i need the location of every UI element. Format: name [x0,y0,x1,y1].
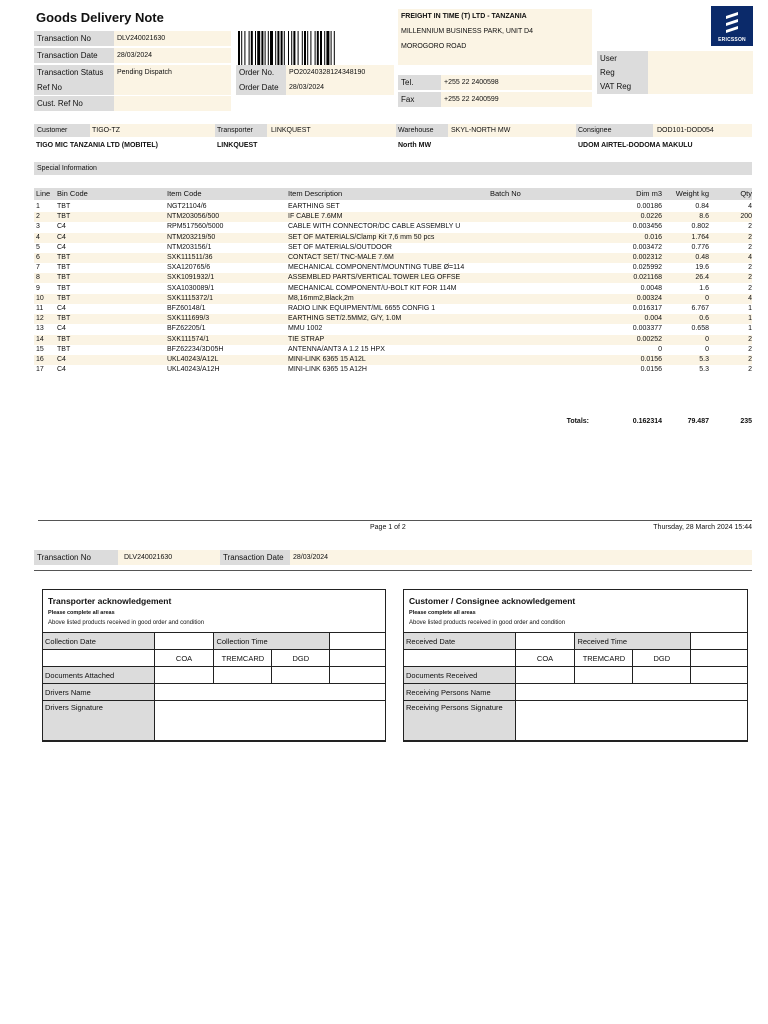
page-title: Goods Delivery Note [36,10,164,25]
table-row [34,273,752,283]
cell-bin: TBT [57,254,71,261]
drivers-name-field[interactable] [154,684,385,701]
customer-ack-grid [403,632,748,741]
cell-item: SXA120765/6 [167,264,211,272]
col-header-description: Item Description [288,189,343,198]
cell-bin: TBT [57,264,71,272]
special-information: Special Information [34,162,752,175]
panel-instruction: Please complete all areas [409,610,476,616]
cell-item: BFZ60148/1 [167,305,206,312]
cell-dim: 0.00252 [636,335,662,343]
field-value [114,80,231,95]
cell-item: SXK111511/36 [167,254,213,261]
cell-weight: 0.6 [699,315,709,323]
cell-bin: TBT [57,203,71,210]
cell-dim: 0.0156 [640,356,662,363]
cell-dim: 0.016317 [632,305,662,312]
company-fax [398,92,592,107]
panel-note: Above listed products received in good order and condition [48,620,205,626]
panel-title: Customer / Consignee acknowledgement [409,596,576,606]
field-label: Fax [398,92,441,107]
docs-other-field[interactable] [330,667,386,684]
logo-wordmark: ERICSSON [718,37,746,43]
documents-attached-label: Documents Attached [43,667,155,684]
cell-dim: 0.016 [644,233,662,241]
cell-item: UKL40243/A12L [167,356,219,363]
field-vat-reg [597,79,753,94]
cell-item: RPM517560/5000 [167,223,224,231]
col-header-item-code: Item Code [167,189,202,198]
page2-divider [34,570,752,571]
cell-weight: 0.84 [695,203,709,210]
cell-line: 16 [36,356,44,363]
cell-item: SXK1115372/1 [167,294,214,302]
cell-item: SXK111699/3 [167,315,210,323]
blank-cell [43,650,155,667]
cell-qty: 200 [740,213,752,221]
field-value: +255 22 2400598 [441,75,592,90]
cell-dim: 0.002312 [632,254,662,261]
cell-line: 11 [36,305,44,312]
field-value: 28/03/2024 [114,48,231,63]
cell-item: NTM203219/50 [167,233,216,241]
table-row [34,314,752,324]
cell-bin: TBT [57,274,71,282]
cell-weight: 0.48 [695,254,709,261]
field-value: Pending Dispatch [114,65,231,80]
field-label: Reg [597,65,648,80]
cell-bin: C4 [57,366,66,374]
table-row [34,243,752,253]
field-label: User [597,51,648,66]
field-value: +255 22 2400599 [441,92,592,107]
cell-desc: IF CABLE 7.6MM [288,213,343,221]
cell-weight: 0.658 [691,325,709,333]
total-dim: 0.162314 [632,418,662,425]
docs-other-field[interactable] [691,667,748,684]
drivers-signature-label: Drivers Signature [43,701,155,741]
panel-title: Transporter acknowledgement [48,596,172,606]
coa-label: COA [154,650,214,667]
cell-qty: 2 [748,356,752,363]
cell-dim: 0.004 [644,315,662,323]
cell-qty: 4 [748,294,752,302]
tremcard-label: TREMCARD [214,650,272,667]
field-label: Cust. Ref No [34,96,114,111]
dgd-label: DGD [272,650,330,667]
table-row [34,294,752,304]
field-value [648,65,753,80]
field-order-date [236,80,394,95]
company-address-line: MOROGORO ROAD [401,43,467,50]
collection-date-label: Collection Date [43,633,155,650]
cell-dim: 0.021168 [633,274,662,282]
cell-item: NTM203056/500 [167,213,220,221]
table-row [34,222,752,232]
field-label: Tel. [398,75,441,90]
cell-item: NTM203156/1 [167,243,212,251]
cell-qty: 4 [748,203,752,210]
cell-qty: 1 [748,305,752,312]
ericsson-mark-icon [725,11,739,33]
field-label: Order Date [236,80,286,95]
cell-dim: 0.0226 [640,213,662,221]
field-label: Transaction Date [34,48,114,63]
consignee-name: UDOM AIRTEL-DODOMA MAKULU [578,142,693,149]
cell-desc: MINI-LINK 6365 15 A12H [288,366,367,374]
received-date-field[interactable] [515,633,575,650]
cell-item: SXK1091932/1 [167,274,215,282]
cell-desc: EARTHING SET [288,203,340,210]
table-row [34,284,752,294]
cell-bin: C4 [57,233,66,241]
table-row [34,345,752,355]
cell-bin: C4 [57,356,66,363]
blank-cell [404,650,516,667]
cell-dim: 0.0048 [640,284,662,292]
coa-check[interactable] [154,667,214,684]
cell-qty: 2 [748,345,752,353]
dgd-check[interactable] [633,667,691,684]
col-header-qty: Qty [740,189,752,198]
cell-qty: 2 [748,366,752,374]
collection-time-field[interactable] [330,633,386,650]
cell-line: 13 [36,325,44,333]
cell-qty: 2 [748,233,752,241]
field-transaction-status [34,65,231,80]
cell-bin: C4 [57,305,66,312]
field-reg [597,65,753,80]
warehouse-code: SKYL-NORTH MW [451,127,511,134]
company-name: FREIGHT IN TIME (T) LTD - TANZANIA [401,13,527,20]
received-time-field[interactable] [691,633,748,650]
coa-label: COA [515,650,575,667]
cell-weight: 8.6 [699,213,709,221]
footer-divider [38,520,752,521]
cell-desc: MECHANICAL COMPONENT/MOUNTING TUBE Ø=114 [288,264,465,272]
table-row [34,335,752,345]
table-row [34,202,752,212]
cell-weight: 0.802 [691,223,709,231]
table-row [34,212,752,222]
field-label: Transaction Date [220,550,290,565]
cell-desc: SET OF MATERIALS/OUTDOOR [288,243,392,251]
cell-line: 3 [36,223,40,231]
tremcard-label: TREMCARD [575,650,633,667]
print-timestamp: Thursday, 28 March 2024 15:44 [653,524,752,531]
table-row [34,324,752,334]
field-value [114,96,231,111]
tremcard-check[interactable] [575,667,633,684]
cell-desc: MECHANICAL COMPONENT/U-BOLT KIT FOR 114M [288,284,457,292]
company-address-line: MILLENNIUM BUSINESS PARK, UNIT D4 [401,28,533,35]
cell-qty: 2 [748,274,752,282]
cell-qty: 1 [748,325,752,333]
cell-dim: 0.003377 [632,325,662,333]
cell-weight: 0 [705,345,709,353]
cell-item: NGT21104/6 [167,203,207,210]
cell-desc: CABLE WITH CONNECTOR/DC CABLE ASSEMBLY U [288,223,461,231]
cell-weight: 5.3 [699,356,709,363]
field-value [648,51,753,66]
total-qty: 235 [740,418,752,425]
coa-check[interactable] [515,667,575,684]
cell-weight: 1.6 [699,284,709,292]
collection-date-field[interactable] [154,633,214,650]
cell-line: 7 [36,264,40,272]
page-number: Page 1 of 2 [370,524,406,531]
field-value: 28/03/2024 [286,80,394,95]
table-row [34,355,752,365]
cell-line: 15 [36,345,44,353]
table-row [34,233,752,243]
field-cust-ref-no [34,96,231,111]
table-row [34,253,752,263]
cell-desc: ASSEMBLED PARTS/VERTICAL TOWER LEG OFFSE [288,274,461,282]
customer-label: Customer [34,124,90,137]
field-label: Transaction No [34,31,114,46]
cell-weight: 6.767 [691,305,709,312]
cell-line: 6 [36,254,40,261]
cell-weight: 5.3 [699,366,709,374]
cell-line: 9 [36,284,40,292]
ericsson-logo [711,6,753,46]
company-address [398,9,592,65]
drivers-name-label: Drivers Name [43,684,155,701]
cell-desc: CONTACT SET/ TNC-MALE 7.6M [288,254,394,261]
receiving-name-field[interactable] [515,684,747,701]
cell-bin: C4 [57,243,66,251]
field-label: Ref No [34,80,114,95]
table-row [34,304,752,314]
cell-bin: TBT [57,335,71,343]
field-ref-no [34,80,231,95]
transporter-name: LINKQUEST [217,142,258,149]
transporter-label: Transporter [215,124,267,137]
field-label: VAT Reg [597,79,648,94]
field-label: Transaction Status [34,65,114,80]
customer-code: TIGO-TZ [92,127,120,134]
col-header-line: Line [36,189,51,198]
cell-line: 4 [36,233,40,241]
cell-bin: TBT [57,345,71,353]
cell-desc: MMU 1002 [288,325,323,333]
col-header-dim: Dim m3 [636,189,662,198]
cell-item: BFZ62234/3D05H [167,345,224,353]
cell-dim: 0.00186 [636,203,662,210]
warehouse-name: North MW [398,142,432,149]
received-date-label: Received Date [404,633,516,650]
col-header-batch: Batch No [490,189,521,198]
documents-received-label: Documents Received [404,667,516,684]
field-label: Order No. [236,65,286,80]
cell-weight: 0 [705,335,709,343]
field-value: PO20240328124348190 [286,65,394,80]
panel-instruction: Please complete all areas [48,610,115,616]
tremcard-check[interactable] [214,667,272,684]
cell-weight: 0.776 [691,243,709,251]
cell-weight: 19.6 [695,264,709,272]
cell-bin: TBT [57,315,71,323]
field-value [648,79,753,94]
cell-qty: 2 [748,335,752,343]
barcode [238,31,368,67]
cell-desc: EARTHING SET/2.5MM2, G/Y, 1.0M [288,315,402,323]
cell-bin: TBT [57,213,71,221]
blank-cell [330,650,386,667]
dgd-check[interactable] [272,667,330,684]
cell-qty: 2 [748,264,752,272]
panel-note: Above listed products received in good order and condition [409,620,566,626]
field-order-no [236,65,394,80]
received-time-label: Received Time [575,633,691,650]
cell-item: SXA1030089/1 [167,284,215,292]
company-tel [398,75,592,90]
cell-line: 5 [36,243,40,251]
cell-line: 1 [36,203,40,210]
receiving-name-label: Receiving Persons Name [404,684,516,701]
cell-dim: 0.025992 [632,264,662,272]
cell-desc: MINI-LINK 6365 15 A12L [288,356,366,363]
cell-desc: RADIO LINK EQUIPMENT/ML 6655 CONFIG 1 [288,305,436,312]
col-header-bin: Bin Code [57,189,88,198]
cell-item: SXK111574/1 [167,335,210,343]
cell-desc: TIE STRAP [288,335,325,343]
field-value: DLV240021630 [114,31,231,46]
cell-desc: M8,16mm2,Black,2m [288,294,354,302]
cell-bin: C4 [57,223,66,231]
field-value: 28/03/2024 [290,550,390,565]
consignee-code: DOD101-DOD054 [657,127,714,134]
table-row [34,263,752,273]
page2-transaction-date [220,550,390,565]
cell-dim: 0.003472 [632,243,662,251]
cell-dim: 0.0156 [640,366,662,374]
cell-dim: 0.00324 [636,294,662,302]
field-value: DLV240021630 [118,550,216,565]
cell-line: 14 [36,335,44,343]
warehouse-label: Warehouse [396,124,448,137]
field-label: Transaction No [34,550,118,565]
page2-transaction-no [34,550,216,565]
cell-bin: TBT [57,294,71,302]
dgd-label: DGD [633,650,691,667]
cell-line: 17 [36,366,44,374]
consignee-label: Consignee [576,124,653,137]
collection-time-label: Collection Time [214,633,330,650]
cell-weight: 26.4 [695,274,709,282]
transporter-ack-grid [42,632,386,741]
blank-cell [691,650,748,667]
cell-desc: SET OF MATERIALS/Clamp Kit 7,6 mm 50 pcs [288,233,435,241]
cell-weight: 0 [705,294,709,302]
cell-bin: TBT [57,284,71,292]
table-row [34,365,752,375]
transporter-ack-panel [42,589,386,742]
cell-qty: 2 [748,284,752,292]
cell-bin: C4 [57,325,66,333]
receiving-signature-field[interactable] [515,701,747,741]
cell-qty: 4 [748,254,752,261]
cell-qty: 1 [748,315,752,323]
cell-desc: ANTENNA/ANT3 A 1.2 15 HPX [288,345,385,353]
cell-line: 2 [36,213,40,221]
customer-ack-panel [403,589,748,742]
field-user [597,51,753,66]
drivers-signature-field[interactable] [154,701,385,741]
field-transaction-date [34,48,231,63]
transporter-code: LINKQUEST [271,127,311,134]
cell-dim: 0 [658,345,662,353]
cell-line: 8 [36,274,40,282]
cell-line: 10 [36,294,44,302]
cell-item: UKL40243/A12H [167,366,220,374]
cell-line: 12 [36,315,44,323]
total-weight: 79.487 [687,418,709,425]
cell-qty: 2 [748,223,752,231]
receiving-signature-label: Receiving Persons Signature [404,701,516,741]
totals-label: Totals: [566,418,589,425]
cell-item: BFZ62205/1 [167,325,206,333]
cell-qty: 2 [748,243,752,251]
customer-name: TIGO MIC TANZANIA LTD (MOBITEL) [36,142,158,149]
cell-weight: 1.764 [691,233,709,241]
cell-dim: 0.003456 [632,223,662,231]
col-header-weight: Weight kg [675,189,709,198]
field-transaction-no [34,31,231,46]
